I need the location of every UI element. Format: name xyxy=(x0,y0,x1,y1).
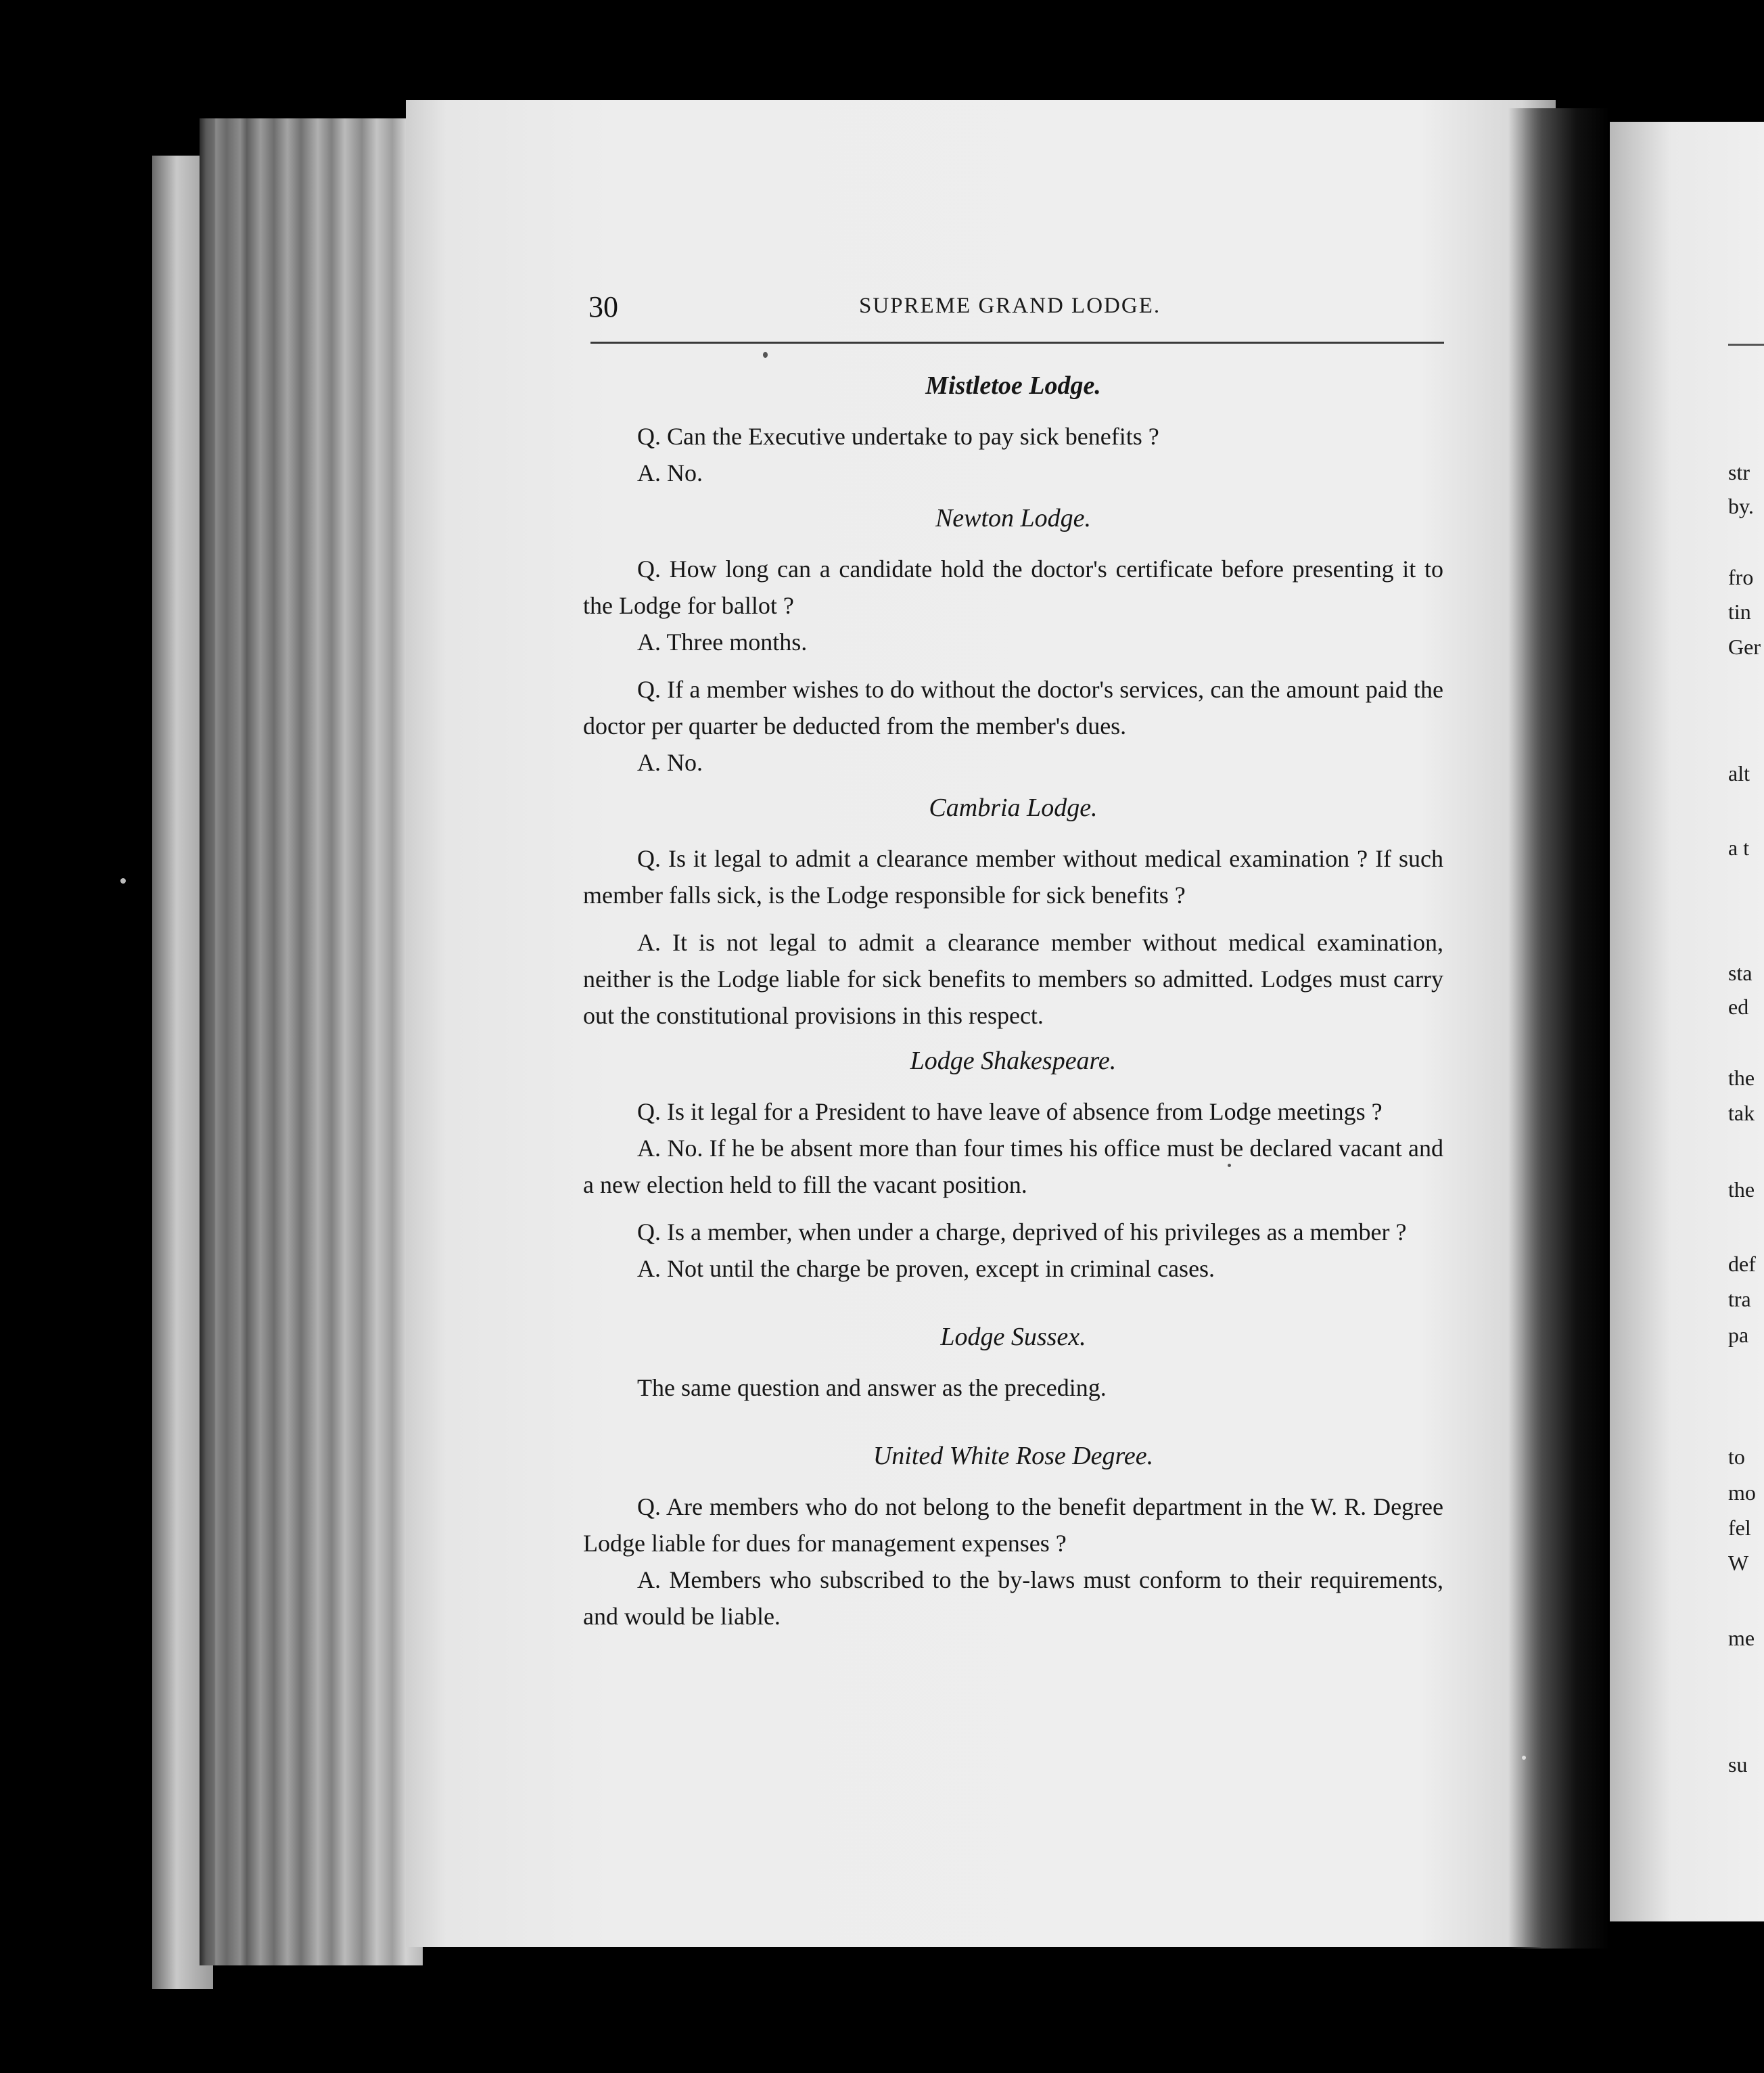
section-heading: United White Rose Degree. xyxy=(873,1442,1154,1470)
running-head: SUPREME GRAND LODGE. xyxy=(859,294,1161,318)
question-paragraph: Q. Is it legal to admit a clearance member without medical examination ? If such member falls sick, is the Lodge responsible for sick benefits ? xyxy=(583,845,1443,909)
facing-page-fragment: the xyxy=(1728,1177,1755,1202)
page-edges xyxy=(200,118,423,1965)
page-number: 30 xyxy=(588,290,618,323)
facing-page-fragment: alt xyxy=(1728,761,1750,785)
question-paragraph: Q. Are members who do not belong to the benefit department in the W. R. Degree Lodge liable for dues for management expenses ? xyxy=(583,1493,1443,1557)
section-heading: Lodge Shakespeare. xyxy=(910,1047,1117,1075)
answer-paragraph: A. It is not legal to admit a clearance member without medical examination, neither is the Lodge liable for sick benefits to members so admitted. Lodges must carry out the constitutional provisions in this respect. xyxy=(583,929,1443,1029)
section-heading: Mistletoe Lodge. xyxy=(925,371,1101,400)
facing-page-fragment: me xyxy=(1728,1626,1755,1650)
scan-speck xyxy=(763,352,768,358)
question-paragraph: Q. Is it legal for a President to have leave of absence from Lodge meetings ? xyxy=(637,1098,1383,1125)
answer-paragraph: A. Three months. xyxy=(637,629,808,656)
facing-page-fragment: by. xyxy=(1728,494,1754,518)
facing-page-fragment: pa xyxy=(1728,1323,1749,1347)
question-paragraph: Q. Is a member, when under a charge, deprived of his privileges as a member ? xyxy=(637,1218,1407,1246)
answer-paragraph: A. Members who subscribed to the by-laws must conform to their requirements, and would be liable. xyxy=(583,1566,1443,1630)
scan-speck xyxy=(1522,1756,1526,1760)
section-heading: Newton Lodge. xyxy=(935,504,1092,532)
facing-page-fragment: def xyxy=(1728,1252,1756,1276)
page-body xyxy=(583,359,1443,1635)
facing-page-fragment: tin xyxy=(1728,599,1751,624)
facing-page-fragment: tra xyxy=(1728,1287,1751,1311)
header-rule xyxy=(590,342,1444,344)
facing-page-fragment: su xyxy=(1728,1752,1748,1777)
facing-page-fragment: fel xyxy=(1728,1516,1751,1540)
facing-page-fragment: mo xyxy=(1728,1480,1756,1505)
facing-page-fragment: ed xyxy=(1728,995,1749,1019)
scan-speck xyxy=(1228,1164,1231,1167)
facing-page xyxy=(1610,122,1764,1921)
question-paragraph: Q. Can the Executive undertake to pay sick benefits ? xyxy=(637,423,1159,450)
question-paragraph: Q. If a member wishes to do without the doctor's services, can the amount paid the doctor per quarter be deducted from the member's dues. xyxy=(583,676,1443,739)
answer-paragraph: A. No. xyxy=(637,749,703,776)
facing-page-fragment: a t xyxy=(1728,836,1750,860)
book-gutter xyxy=(1508,108,1610,1949)
section-heading: Cambria Lodge. xyxy=(929,794,1098,822)
facing-page-fragment: sta xyxy=(1728,961,1753,985)
answer-paragraph: A. Not until the charge be proven, except in criminal cases. xyxy=(637,1255,1215,1282)
facing-page-fragment: W xyxy=(1728,1551,1749,1575)
facing-page-fragment: Ger xyxy=(1728,635,1761,659)
facing-page-fragment: tak xyxy=(1728,1101,1755,1125)
answer-paragraph: A. No. xyxy=(637,459,703,486)
facing-page-fragment: the xyxy=(1728,1066,1755,1090)
facing-page-fragment: to xyxy=(1728,1444,1745,1469)
answer-paragraph: A. No. If he be absent more than four times his office must be declared vacant and a new election held to fill the vacant position. xyxy=(583,1135,1443,1198)
body-paragraph: The same question and answer as the preceding. xyxy=(637,1374,1107,1401)
facing-page-rule xyxy=(1728,344,1764,346)
question-paragraph: Q. How long can a candidate hold the doctor's certificate before presenting it to the Lodge for ballot ? xyxy=(583,555,1443,619)
section-heading: Lodge Sussex. xyxy=(940,1323,1086,1351)
facing-page-fragment: str xyxy=(1728,460,1750,484)
facing-page-fragment: fro xyxy=(1728,565,1754,589)
scan-speck xyxy=(120,878,126,884)
